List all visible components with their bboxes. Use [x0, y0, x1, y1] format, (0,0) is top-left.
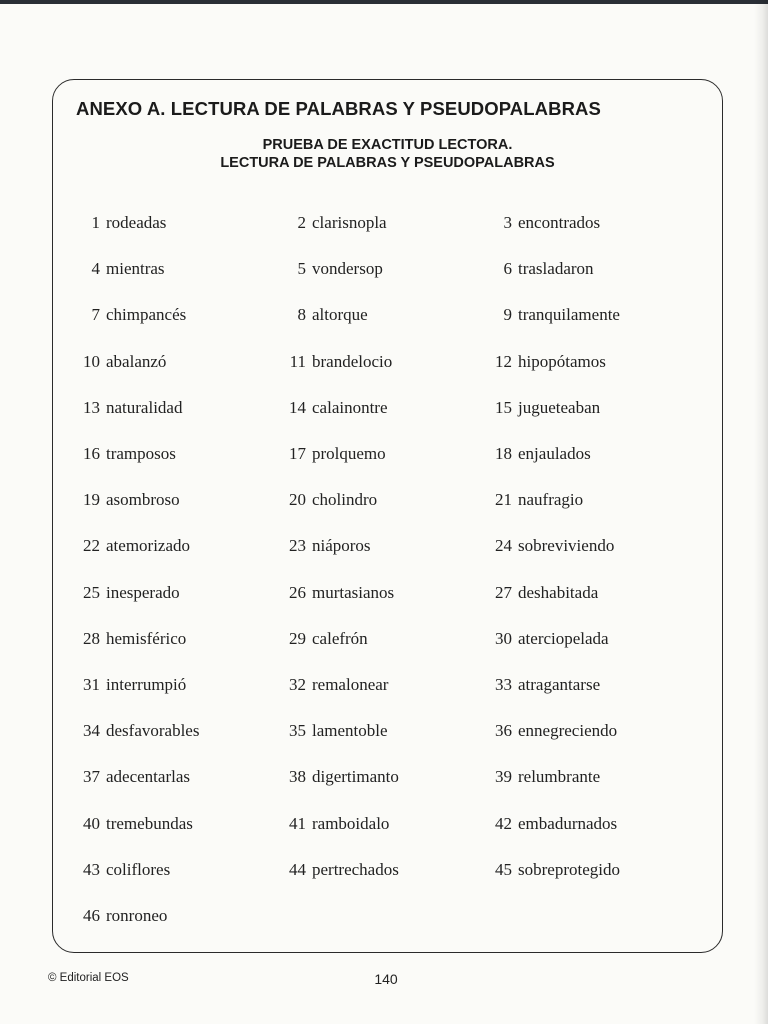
word-number: 11: [289, 351, 306, 371]
word-number: 10: [83, 351, 100, 371]
word-number: 26: [289, 582, 306, 602]
word-text: rodeadas: [106, 213, 167, 232]
word-text: naufragio: [518, 490, 584, 510]
word-number: 42: [495, 813, 512, 833]
word-text: mientras: [106, 259, 165, 279]
word-text: asombroso: [106, 490, 180, 510]
word-number: 33: [495, 675, 512, 694]
word-number: 14: [289, 397, 306, 417]
word-text: trasladaron: [518, 259, 594, 279]
word-text: interrumpió: [106, 675, 187, 694]
word-number: 20: [289, 490, 306, 510]
word-text: calefrón: [312, 628, 368, 648]
word-text: atemorizado: [106, 536, 191, 556]
word-number: 31: [83, 675, 100, 694]
test-subtitle: PRUEBA DE EXACTITUD LECTORA.: [262, 137, 513, 153]
word-number: 38: [289, 767, 306, 787]
word-text: deshabitada: [518, 582, 599, 602]
word-text: remalonear: [312, 675, 389, 694]
page-number: 140: [374, 971, 398, 987]
word-text: ramboidalo: [312, 813, 390, 833]
word-number: 30: [495, 628, 512, 648]
word-text: encontrados: [518, 213, 601, 232]
word-number: 36: [495, 721, 512, 741]
publisher-credit: © Editorial EOS: [48, 972, 129, 984]
word-text: tramposos: [106, 444, 176, 463]
word-text: enjaulados: [518, 444, 591, 463]
word-number: 39: [495, 767, 512, 787]
word-text: brandelocio: [312, 351, 393, 371]
word-number: 16: [83, 444, 100, 463]
word-text: naturalidad: [106, 397, 183, 417]
word-number: 32: [289, 675, 306, 694]
word-text: relumbrante: [518, 767, 601, 787]
word-text: abalanzó: [106, 351, 167, 371]
word-number: 19: [83, 490, 100, 510]
word-text: ennegreciendo: [518, 721, 618, 741]
word-number: 37: [83, 767, 100, 787]
word-number: 2: [297, 213, 306, 232]
word-text: pertrechados: [312, 859, 399, 879]
word-number: 29: [289, 628, 306, 648]
word-text: ronroneo: [106, 906, 168, 925]
word-number: 41: [289, 813, 306, 833]
word-number: 13: [83, 397, 100, 417]
word-text: sobreprotegido: [518, 859, 620, 879]
annex-title: ANEXO A. LECTURA DE PALABRAS Y PSEUDOPALABRAS: [76, 98, 601, 119]
word-number: 40: [83, 813, 100, 833]
word-number: 21: [495, 490, 512, 510]
word-number: 34: [83, 721, 100, 741]
word-text: cholindro: [312, 490, 378, 510]
word-number: 4: [91, 259, 100, 279]
test-subtitle-second-line: LECTURA DE PALABRAS Y PSEUDOPALABRAS: [220, 155, 555, 171]
word-number: 5: [297, 259, 306, 279]
word-number: 35: [289, 721, 306, 741]
word-number: 43: [83, 859, 100, 879]
word-number: 23: [289, 536, 306, 556]
word-text: lamentoble: [312, 721, 388, 741]
word-number: 7: [91, 305, 100, 325]
word-text: atragantarse: [518, 675, 601, 694]
word-text: coliflores: [106, 859, 171, 879]
word-text: hemisférico: [106, 628, 187, 648]
word-text: niáporos: [312, 536, 371, 556]
word-number: 12: [495, 351, 512, 371]
word-text: embadurnados: [518, 813, 618, 833]
word-text: murtasianos: [312, 582, 395, 602]
word-number: 27: [495, 582, 512, 602]
word-text: aterciopelada: [518, 628, 609, 648]
word-number: 8: [297, 305, 306, 325]
word-text: tranquilamente: [518, 305, 620, 325]
word-text: altorque: [312, 305, 368, 325]
word-number: 44: [289, 859, 306, 879]
word-number: 15: [495, 397, 512, 417]
word-text: prolquemo: [312, 444, 386, 463]
word-number: 3: [503, 213, 512, 232]
word-text: tremebundas: [106, 813, 193, 833]
word-text: vondersop: [312, 259, 383, 279]
word-text: calainontre: [312, 397, 388, 417]
word-text: digertimanto: [312, 767, 399, 787]
word-number: 18: [495, 444, 512, 463]
word-text: sobreviviendo: [518, 536, 615, 556]
word-text: inesperado: [106, 582, 180, 602]
word-number: 24: [495, 536, 512, 556]
word-number: 6: [503, 259, 512, 279]
word-text: jugueteaban: [518, 397, 601, 417]
word-number: 46: [83, 906, 100, 925]
word-number: 28: [83, 628, 100, 648]
word-number: 25: [83, 582, 100, 602]
word-number: 17: [289, 444, 306, 463]
word-text: chimpancés: [106, 305, 187, 325]
word-text: hipopótamos: [518, 351, 606, 371]
word-number: 1: [91, 213, 100, 232]
word-text: desfavorables: [106, 721, 200, 741]
word-text: adecentarlas: [106, 767, 190, 787]
word-number: 9: [503, 305, 512, 325]
word-text: clarisnopla: [312, 213, 387, 232]
word-number: 22: [83, 536, 100, 556]
word-number: 45: [495, 859, 512, 879]
